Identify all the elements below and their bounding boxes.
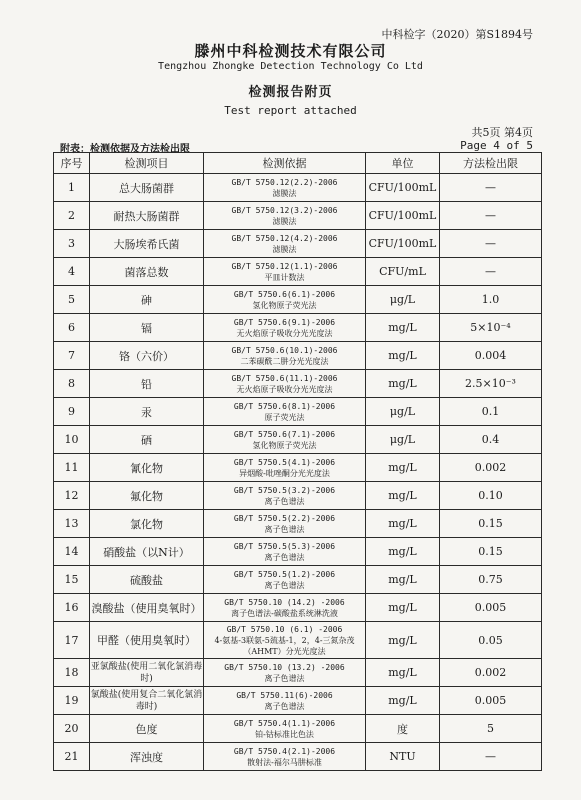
test-basis [204,594,366,622]
unit: CFU/mL [366,258,440,286]
standard-code: GB/T 5750.5(5.3)-2006 [233,541,336,551]
standard-code: GB/T 5750.10 (6.1) -2006 [226,624,343,634]
unit: CFU/100mL [366,230,440,258]
test-item: 汞 [90,398,204,426]
detection-limit: 0.1 [440,398,542,426]
standard-code: GB/T 5750.6(11.1)-2006 [231,373,338,383]
test-basis [204,174,366,202]
test-basis [204,715,366,743]
detection-limit: — [440,202,542,230]
test-item: 氟化物 [90,482,204,510]
detection-limit: 0.10 [440,482,542,510]
detection-limit: 0.002 [440,454,542,482]
method-name: 铂-钴标准比色法 [255,729,314,739]
standard-code: GB/T 5750.6(9.1)-2006 [233,317,336,327]
row-number: 10 [54,426,90,454]
unit: CFU/100mL [366,202,440,230]
table-row [54,594,542,622]
test-item: 硝酸盐（以N计） [90,538,204,566]
table-row [54,342,542,370]
page-count-cn: 共5页 第4页 [471,126,533,139]
unit: mg/L [366,314,440,342]
table-row [54,258,542,286]
test-basis [204,286,366,314]
method-name: 离子色谱法 [264,524,305,534]
unit: mg/L [366,659,440,687]
detection-limit: 2.5×10⁻³ [440,370,542,398]
test-item: 氯酸盐(使用复合二氧化氯消毒时) [90,687,204,715]
test-basis [204,454,366,482]
test-item: 菌落总数 [90,258,204,286]
table-row [54,659,542,687]
row-number: 11 [54,454,90,482]
standard-code: GB/T 5750.12(4.2)-2006 [231,233,338,243]
test-basis [204,743,366,771]
page-title-en: Test report attached [224,104,357,117]
detection-limit: — [440,230,542,258]
table-row [54,566,542,594]
test-basis [204,566,366,594]
test-basis [204,622,366,659]
report-number: 中科检字（2020）第S1894号 [381,28,533,41]
page-title-cn: 检测报告附页 [248,85,333,100]
detection-limit: — [440,258,542,286]
table-row [54,482,542,510]
table-row [54,454,542,482]
detection-limit: 0.05 [440,622,542,659]
unit: mg/L [366,538,440,566]
appendix-label: 附表：检测依据及方法检出限 [60,144,190,155]
page-count-en: Page 4 of 5 [460,139,533,152]
unit: mg/L [366,566,440,594]
table-row [54,314,542,342]
table-row [54,230,542,258]
unit: mg/L [366,454,440,482]
test-item: 氰化物 [90,454,204,482]
table-row [54,202,542,230]
column-header: 序号 [54,153,90,174]
unit: mg/L [366,482,440,510]
unit: CFU/100mL [366,174,440,202]
detection-limit: 0.002 [440,659,542,687]
unit: μg/L [366,426,440,454]
row-number: 3 [54,230,90,258]
row-number: 15 [54,566,90,594]
test-basis [204,342,366,370]
row-number: 19 [54,687,90,715]
table-row [54,622,542,659]
test-item: 甲醛（使用臭氧时） [90,622,204,659]
detection-limit: 1.0 [440,286,542,314]
table-row [54,286,542,314]
test-basis [204,230,366,258]
standard-code: GB/T 5750.5(3.2)-2006 [233,485,336,495]
test-basis [204,687,366,715]
method-name: 离子色谱法 [264,496,305,506]
table-row [54,398,542,426]
detection-limit: 0.15 [440,538,542,566]
detection-limit: 0.15 [440,510,542,538]
method-name: 散射法-福尔马肼标准 [247,757,322,767]
test-item: 耐热大肠菌群 [90,202,204,230]
row-number: 21 [54,743,90,771]
test-item: 铬（六价） [90,342,204,370]
table-row [54,538,542,566]
method-name: 无火焰原子吸收分光光度法 [236,384,333,394]
test-item: 大肠埃希氏菌 [90,230,204,258]
standard-code: GB/T 5750.5(2.2)-2006 [233,513,336,523]
test-basis [204,398,366,426]
test-item: 溴酸盐（使用臭氧时） [90,594,204,622]
row-number: 4 [54,258,90,286]
table-header-row [54,153,542,174]
unit: mg/L [366,510,440,538]
unit: NTU [366,743,440,771]
company-name-cn: 滕州中科检测技术有限公司 [194,42,387,60]
test-basis [204,314,366,342]
row-number: 7 [54,342,90,370]
method-name: 离子色谱法 [264,673,305,683]
table-row [54,174,542,202]
row-number: 8 [54,370,90,398]
method-name: 氢化物原子荧光法 [252,300,317,310]
detection-limit: — [440,174,542,202]
table-body [54,174,542,771]
test-item: 氯化物 [90,510,204,538]
standard-code: GB/T 5750.5(4.1)-2006 [233,457,336,467]
test-item: 亚氯酸盐(使用二氧化氯消毒时) [90,659,204,687]
row-number: 6 [54,314,90,342]
method-name: 滤膜法 [272,216,297,226]
column-header: 方法检出限 [440,153,542,174]
standard-code: GB/T 5750.11(6)-2006 [236,690,333,700]
method-name: 离子色谱法 [264,552,305,562]
unit: μg/L [366,398,440,426]
row-number: 17 [54,622,90,659]
detection-limit: 5×10⁻⁴ [440,314,542,342]
unit: mg/L [366,342,440,370]
company-name-en: Tengzhou Zhongke Detection Technology Co Ltd [158,61,423,72]
table-row [54,687,542,715]
detection-limit: 0.004 [440,342,542,370]
table-row [54,370,542,398]
row-number: 12 [54,482,90,510]
row-number: 2 [54,202,90,230]
test-basis [204,538,366,566]
table-row [54,510,542,538]
column-header: 检测依据 [204,153,366,174]
method-name: 4-氨基-3联氨-5巯基-1，2，4-三氮杂茂（AHMT）分光光度法 [214,635,355,656]
test-basis [204,426,366,454]
method-name: 异烟酸-吡唑酮分光光度法 [239,468,330,478]
table-row [54,426,542,454]
standard-code: GB/T 5750.6(7.1)-2006 [233,429,336,439]
detection-limit: 0.4 [440,426,542,454]
standard-code: GB/T 5750.4(1.1)-2006 [233,718,336,728]
test-item: 浑浊度 [90,743,204,771]
table-row [54,715,542,743]
standard-code: GB/T 5750.6(10.1)-2006 [231,345,338,355]
row-number: 5 [54,286,90,314]
row-number: 14 [54,538,90,566]
method-table [53,152,542,771]
standard-code: GB/T 5750.6(8.1)-2006 [233,401,336,411]
method-name: 二苯碳酰二肼分光光度法 [240,356,329,366]
method-name: 滤膜法 [272,188,297,198]
row-number: 16 [54,594,90,622]
test-item: 硫酸盐 [90,566,204,594]
method-name: 离子色谱法 [264,701,305,711]
test-item: 总大肠菌群 [90,174,204,202]
method-name: 离子色谱法 [264,580,305,590]
method-name: 滤膜法 [272,244,297,254]
table-row [54,743,542,771]
unit: mg/L [366,370,440,398]
test-basis [204,202,366,230]
standard-code: GB/T 5750.4(2.1)-2006 [233,746,336,756]
standard-code: GB/T 5750.12(2.2)-2006 [231,177,338,187]
standard-code: GB/T 5750.6(6.1)-2006 [233,289,336,299]
column-header: 检测项目 [90,153,204,174]
test-basis [204,370,366,398]
row-number: 18 [54,659,90,687]
test-basis [204,482,366,510]
standard-code: GB/T 5750.12(3.2)-2006 [231,205,338,215]
test-item: 铅 [90,370,204,398]
detection-limit: 0.005 [440,594,542,622]
row-number: 1 [54,174,90,202]
test-item: 砷 [90,286,204,314]
detection-limit: 0.75 [440,566,542,594]
unit: mg/L [366,622,440,659]
standard-code: GB/T 5750.12(1.1)-2006 [231,261,338,271]
standard-code: GB/T 5750.5(1.2)-2006 [233,569,336,579]
row-number: 13 [54,510,90,538]
method-name: 无火焰原子吸收分光光度法 [236,328,333,338]
test-basis [204,510,366,538]
test-basis [204,659,366,687]
detection-limit: — [440,743,542,771]
detection-limit: 5 [440,715,542,743]
row-number: 9 [54,398,90,426]
test-basis [204,258,366,286]
test-item: 镉 [90,314,204,342]
standard-code: GB/T 5750.10 (14.2) -2006 [224,597,345,607]
test-item: 硒 [90,426,204,454]
method-name: 离子色谱法-碳酸盐系统淋洗液 [231,608,338,618]
unit: mg/L [366,687,440,715]
unit: 度 [366,715,440,743]
unit: mg/L [366,594,440,622]
unit: μg/L [366,286,440,314]
test-item: 色度 [90,715,204,743]
column-header: 单位 [366,153,440,174]
standard-code: GB/T 5750.10 (13.2) -2006 [224,662,345,672]
method-name: 原子荧光法 [264,412,305,422]
method-name: 氢化物原子荧光法 [252,440,317,450]
detection-limit: 0.005 [440,687,542,715]
row-number: 20 [54,715,90,743]
method-name: 平皿计数法 [264,272,305,282]
